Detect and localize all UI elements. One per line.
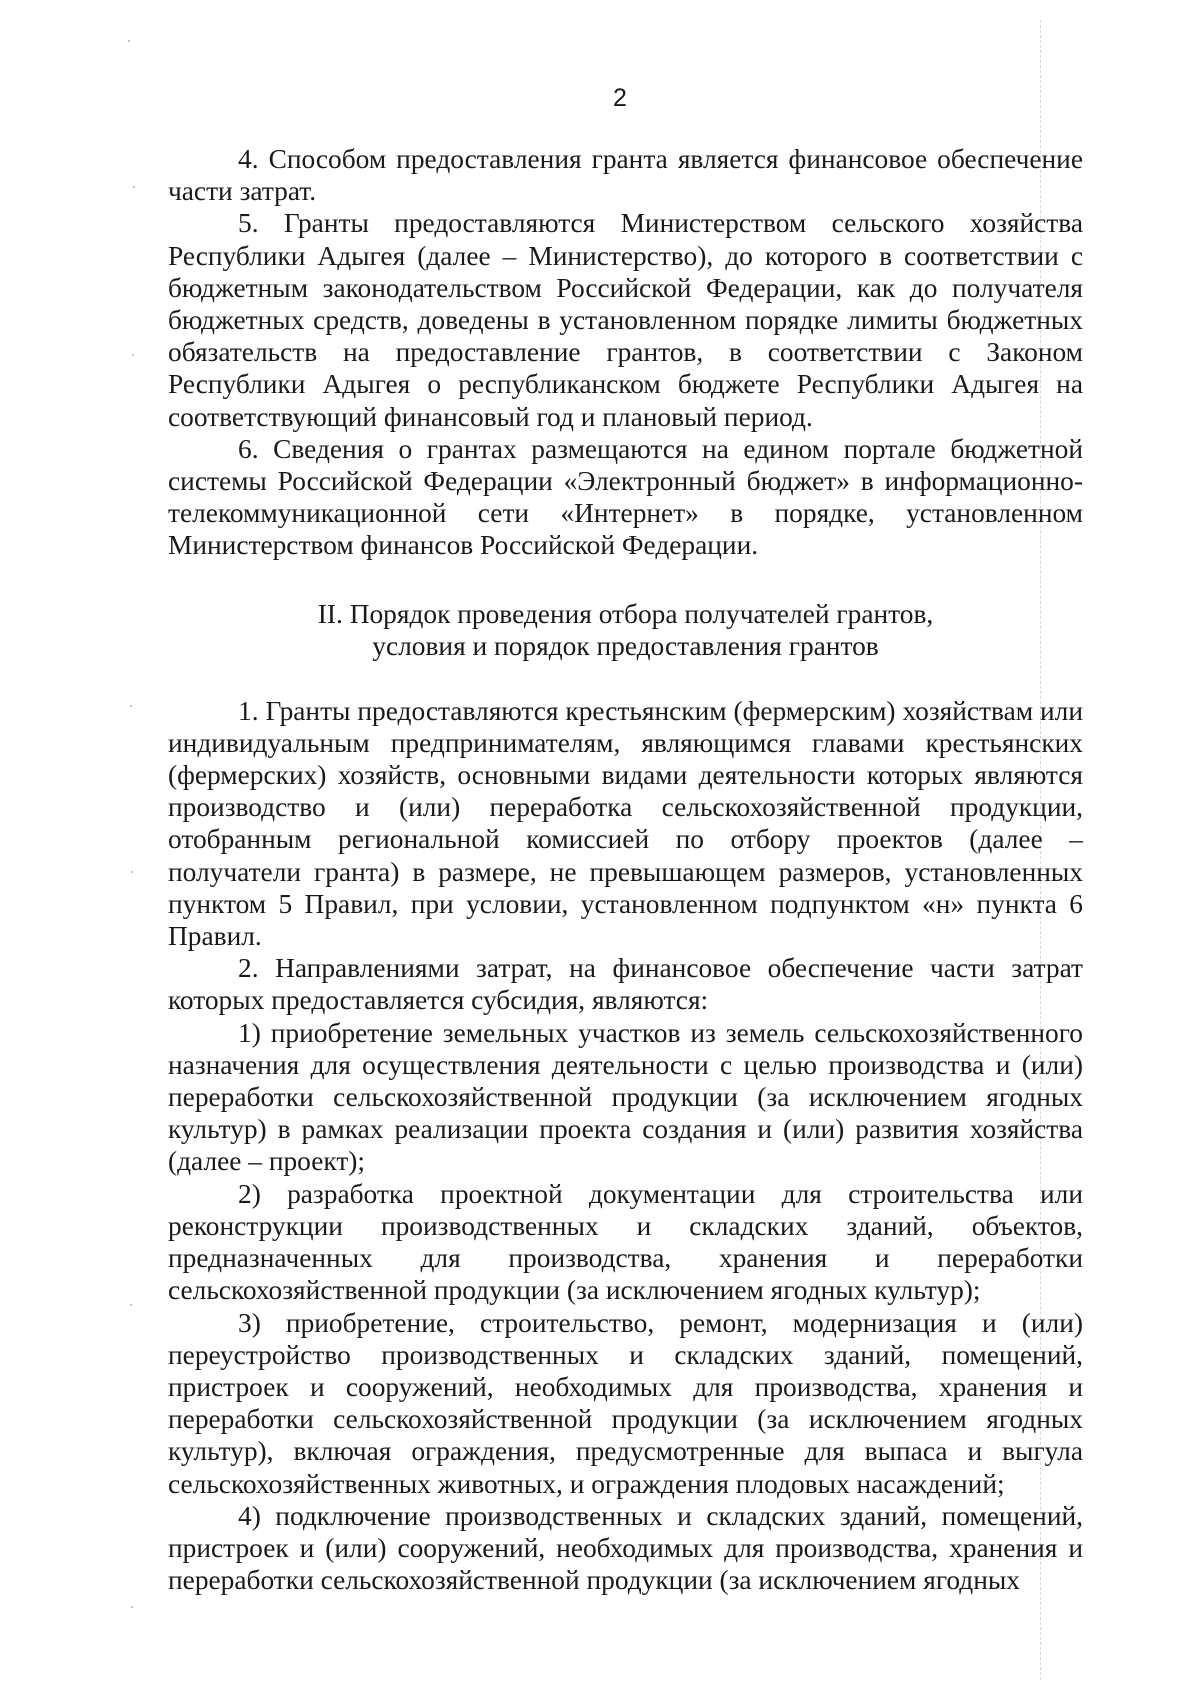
paragraph-5: 5. Гранты предоставляются Министерством сельского хозяйства Республики Адыгея (далее – Министерство), до которого в соответствии с бюджетным законодательством Российской Федерации, как до получателя бюджетных средств, доведены в установленном порядке лимиты бюджетных обязательств на предоставление грантов, в соответствии с Законом Республики Адыгея о республиканском бюджете Республики Адыгея на соответствующий финансовый год и плановый период. (168, 208, 1083, 432)
page-number: 2 (613, 84, 627, 112)
list-item-1: 1) приобретение земельных участков из земель сельскохозяйственного назначения для осуществления деятельности с целью производства и (или) переработки сельскохозяйственной продукции (за исключением ягодных культур) в рамках реализации проекта создания и (или) развития хозяйства (далее – проект); (168, 1017, 1083, 1177)
scan-speck (128, 40, 130, 42)
scan-speck (131, 1606, 133, 1608)
list-item-3: 3) приобретение, строительство, ремонт, модернизация и (или) переустройство производственных и складских зданий, помещений, пристроек и сооружений, необходимых для производства, хранения и переработки сельскохозяйственной продукции (за исключением ягодных культур), включая ограждения, предусмотренные для выпаса и выгула сельскохозяйственных животных, и ограждения плодовых насаждений; (168, 1307, 1083, 1499)
paragraph-ii-1: 1. Гранты предоставляются крестьянским (фермерским) хозяйствам или индивидуальным предпринимателям, являющимся главами крестьянских (фермерских) хозяйств, основными видами деятельности которых являются производство и (или) переработка сельскохозяйственной продукции, отобранным региональной комиссией по отбору проектов (далее – получатели гранта) в размере, не превышающем размеров, установленных пунктом 5 Правил, при условии, установленном подпунктом «н» пункта 6 Правил. (168, 695, 1083, 952)
paragraph-ii-2: 2. Направлениями затрат, на финансовое обеспечение части затрат которых предоставляется субсидия, являются: (168, 953, 1083, 1016)
scan-speck (133, 186, 135, 188)
paragraph-4: 4. Способом предоставления гранта является финансовое обеспечение части затрат. (168, 144, 1083, 207)
section-heading-line-1: II. Порядок проведения отбора получателей грантов, (317, 598, 934, 629)
scan-speck (132, 354, 134, 356)
scan-speck (130, 1304, 132, 1306)
list-item-4: 4) подключение производственных и складских зданий, помещений, пристроек и (или) сооружений, необходимых для производства, хранения и переработки сельскохозяйственной продукции (за исключением ягодных (168, 1500, 1083, 1596)
section-heading-line-2: условия и порядок предоставления грантов (372, 630, 879, 661)
scan-speck (130, 705, 132, 707)
section-heading (168, 598, 1083, 662)
document-body (168, 143, 1083, 1596)
scan-speck (131, 871, 133, 873)
paragraph-6: 6. Сведения о грантах размещаются на едином портале бюджетной системы Российской Федерации «Электронный бюджет» в информационно-телекоммуникационной сети «Интернет» в порядке, установленном Министерством финансов Российской Федерации. (168, 433, 1083, 561)
list-item-2: 2) разработка проектной документации для строительства или реконструкции производственных и складских зданий, объектов, предназначенных для производства, хранения и переработки сельскохозяйственной продукции (за исключением ягодных культур); (168, 1178, 1083, 1306)
